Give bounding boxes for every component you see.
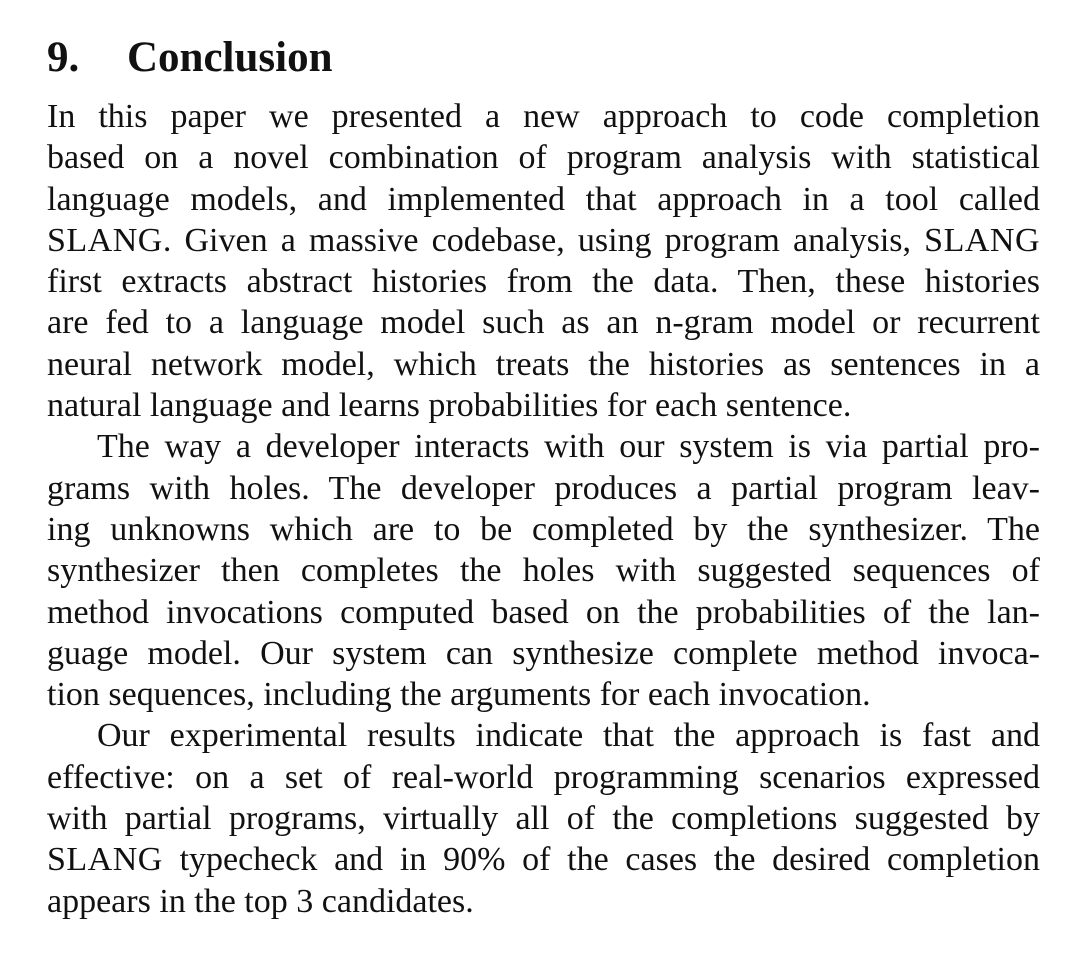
text-line: language models, and implemented that approach in a tool called: [47, 180, 1040, 218]
text-line: with partial programs, virtually all of the completions suggested by: [47, 800, 1040, 838]
paragraph-3: [47, 715, 1040, 921]
text-line: appears in the top 3 candidates.: [47, 882, 474, 920]
text-line: grams with holes. The developer produces a partial program leav-: [47, 469, 1040, 507]
tool-name-slang: SLANG: [47, 221, 163, 259]
conclusion-section: [47, 30, 1040, 922]
tool-name-slang: SLANG: [924, 221, 1040, 259]
section-title: Conclusion: [127, 34, 333, 81]
text-fragment: . Given a massive codebase, using program analysis,: [162, 221, 925, 259]
text-line: Our experimental results indicate that the approach is fast and: [97, 717, 1040, 755]
text-line: [47, 839, 1040, 880]
text-line: tion sequences, including the arguments for each invocation.: [47, 676, 871, 714]
text-line: [47, 220, 1040, 261]
text-line: natural language and learns probabilities for each sentence.: [47, 387, 852, 425]
text-line: The way a developer interacts with our system is via partial pro-: [97, 428, 1040, 466]
section-number: 9.: [47, 34, 80, 81]
text-line: effective: on a set of real-world programming scenarios expressed: [47, 758, 1040, 796]
text-line: are fed to a language model such as an n-gram model or recurrent: [47, 304, 1040, 342]
text-fragment: typecheck and in 90% of the cases the desired completion: [162, 841, 1040, 879]
text-line: ing unknowns which are to be completed by the synthesizer. The: [47, 510, 1040, 548]
text-line: based on a novel combination of program analysis with statistical: [47, 139, 1040, 177]
tool-name-slang: SLANG: [47, 841, 163, 879]
paragraph-2: [47, 426, 1040, 715]
text-line: In this paper we presented a new approach to code completion: [47, 98, 1040, 135]
text-line: method invocations computed based on the probabilities of the lan-: [47, 593, 1040, 631]
text-line: first extracts abstract histories from the data. Then, these histories: [47, 263, 1040, 301]
text-line: guage model. Our system can synthesize complete method invoca-: [47, 634, 1040, 672]
section-heading: [47, 30, 1040, 86]
paragraph-1: [47, 96, 1040, 426]
text-line: neural network model, which treats the histories as sentences in a: [47, 345, 1040, 383]
text-line: synthesizer then completes the holes with suggested sequences of: [47, 552, 1040, 590]
